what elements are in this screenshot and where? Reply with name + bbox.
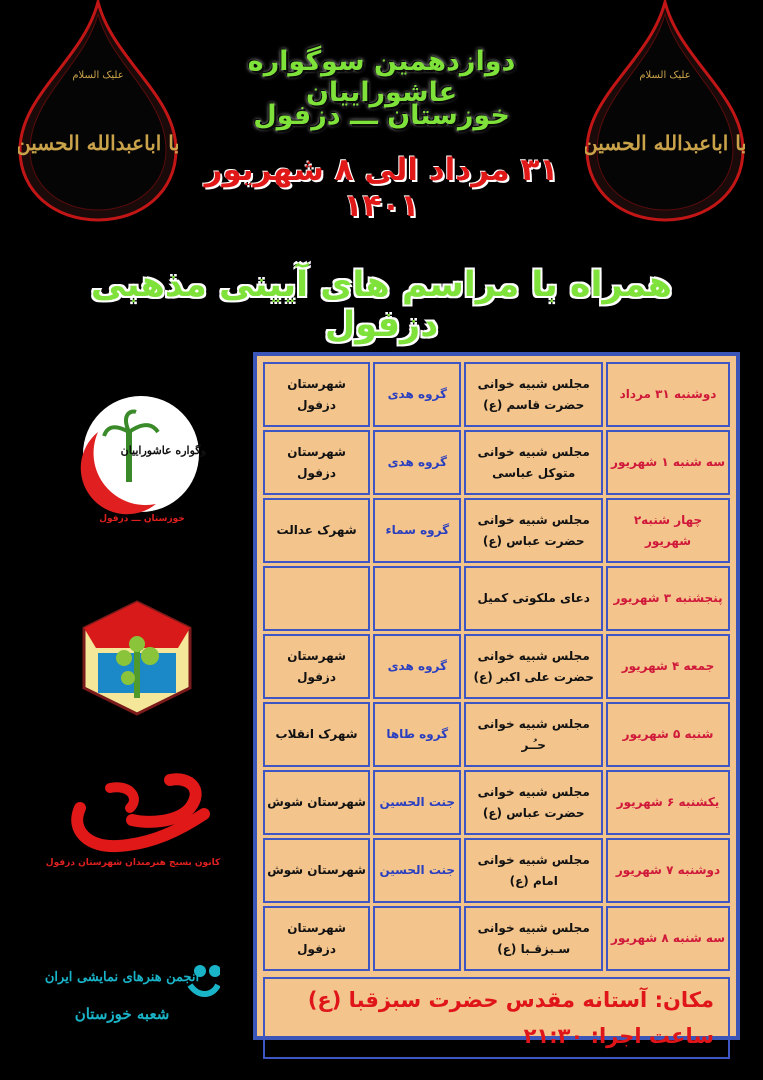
group-cell [373,498,461,563]
heyat-emblem-logo [78,598,196,718]
group-cell [373,838,461,903]
day-cell [606,702,730,767]
group-cell [373,634,461,699]
program-cell-text: مجلس شبیه خوانی [477,445,590,460]
table-row [263,906,730,971]
schedule-grid [260,359,733,974]
teardrop-emblem-icon [585,0,745,222]
table-row [263,770,730,835]
day-cell [606,566,730,631]
group-cell [373,430,461,495]
time-text: ساعت اجرا: ۲۱:۳۰ [523,1023,714,1048]
program-cell [464,906,603,971]
program-cell [464,566,603,631]
program-cell-text: مجلس شبیه خوانی [477,785,590,800]
program-cell-text: سـبزقـبا (ع) [497,941,571,956]
calligraphy-main: یا اباعبدالله الحسین [585,131,745,155]
day-cell-text: سه شنبه ۸ شهریور [611,931,725,946]
group-cell-text: گروه سماء [385,523,450,538]
day-cell-text: دوشنبه ۷ شهریور [615,863,721,878]
group-cell [373,362,461,427]
program-cell-text: حضرت عباس (ع) [482,533,585,548]
theatre-association-logo [40,935,220,1035]
day-cell-text: شنبه ۵ شهریور [622,727,714,742]
program-cell-text: دعای ملکوتی کمیل [477,591,590,606]
group-cell-text: گروه هدی [387,659,447,674]
place-cell [263,702,370,767]
festival-location: خوزستان ـــ دزفول [253,100,510,131]
subtitle: همراه با مراسم های آیینی مذهبی دزفول [90,265,673,345]
venue-text: مکان: آستانه مقدس حضرت سبزقبا (ع) [307,988,714,1012]
day-cell-text: یکشنبه ۶ شهریور [616,795,720,810]
table-row [263,566,730,631]
program-cell [464,362,603,427]
palm-tree-logo-icon [76,392,206,532]
group-cell-text: گروه هدی [387,455,447,470]
calligraphy-drop-left [18,0,178,222]
program-cell [464,498,603,563]
day-cell [606,430,730,495]
emblem-plant-icon [78,598,196,718]
program-cell [464,770,603,835]
table-row [263,430,730,495]
group-cell-text: جنت الحسین [379,795,456,810]
program-cell [464,702,603,767]
group-cell [373,906,461,971]
ashura-festival-logo [76,392,206,532]
place-cell-text: شهرستان دزفول [287,445,346,480]
logo1-caption: خوزستان ـــ دزفول [99,514,185,524]
day-cell [606,770,730,835]
program-cell-text: مجلس شبیه خوانی [477,921,590,936]
place-cell-text: شهرستان دزفول [287,921,346,956]
program-cell-text: حضرت عباس (ع) [482,805,585,820]
place-cell [263,362,370,427]
day-cell [606,906,730,971]
logo4-line2: شعبه خوزستان [74,1005,170,1023]
program-cell-text: امام (ع) [509,873,558,888]
day-cell-text: سه شنبه ۱ شهریور [611,455,725,470]
group-cell-text: جنت الحسین [379,863,456,878]
group-cell [373,702,461,767]
place-cell-text: شهرستان شوش [267,795,366,810]
program-cell-text: حـُـر [521,737,546,752]
program-cell-text: مجلس شبیه خوانی [477,649,590,664]
logo4-line1: انجمن هنرهای نمایشی ایران [44,970,200,985]
logo3-caption: کانون بسیج هنرمندان شهرستان دزفول [45,858,221,868]
place-cell-text: شهرستان دزفول [287,649,346,684]
table-row [263,702,730,767]
place-cell [263,566,370,631]
day-cell-text: جمعه ۴ شهریور [621,659,715,674]
program-cell-text: مجلس شبیه خوانی [477,717,590,732]
day-cell [606,634,730,699]
place-cell [263,770,370,835]
table-row [263,498,730,563]
teardrop-emblem-icon [18,0,178,222]
theatre-association-icon [40,935,220,1035]
place-cell-text: شهرک انقلاب [275,727,358,742]
program-cell-text: مجلس شبیه خوانی [477,853,590,868]
program-cell-text: مجلس شبیه خوانی [477,377,590,392]
day-cell [606,362,730,427]
calligraphy-drop-right [585,0,745,222]
day-cell [606,838,730,903]
day-cell-text: دوشنبه ۳۱ مرداد [619,387,717,402]
place-cell [263,430,370,495]
day-cell-text: پنجشنبه ۳ شهریور [613,591,723,606]
group-cell-text: گروه هدی [387,387,447,402]
table-row [263,634,730,699]
place-cell [263,906,370,971]
day-cell-text: چهار شنبه۲ شهریور [633,513,703,548]
program-cell [464,838,603,903]
calligraphy-main: یا اباعبدالله الحسین [18,131,178,155]
calligraphy-top: علیک السلام [639,70,691,81]
day-cell [606,498,730,563]
program-cell-text: مجلس شبیه خوانی [477,513,590,528]
schedule-footer [263,977,730,1059]
place-cell [263,634,370,699]
calligraphy-top: علیک السلام [72,70,124,81]
program-cell-text: حضرت قاسم (ع) [483,397,585,412]
program-cell [464,430,603,495]
program-cell-text: حضرت علی اکبر (ع) [473,669,594,684]
place-cell-text: شهرستان شوش [267,863,366,878]
basij-artists-logo [40,768,220,868]
table-row [263,362,730,427]
festival-dates: ۳۱ مرداد الی ۸ شهریور ۱۴۰۱ [204,152,559,224]
table-row [263,838,730,903]
festival-title: دوازدهمین سوگواره عاشوراییان [247,46,516,108]
place-cell-text: شهرستان دزفول [287,377,346,412]
red-swirl-logo-icon [40,768,220,868]
place-cell [263,498,370,563]
group-cell [373,566,461,631]
schedule-table [253,352,740,1048]
logo1-text: سوگواره عاشوراییان [120,444,206,457]
program-cell-text: متوکل عباسی [492,465,576,480]
group-cell [373,770,461,835]
place-cell [263,838,370,903]
group-cell-text: گروه طاها [386,727,449,742]
place-cell-text: شهرک عدالت [276,523,357,538]
program-cell [464,634,603,699]
